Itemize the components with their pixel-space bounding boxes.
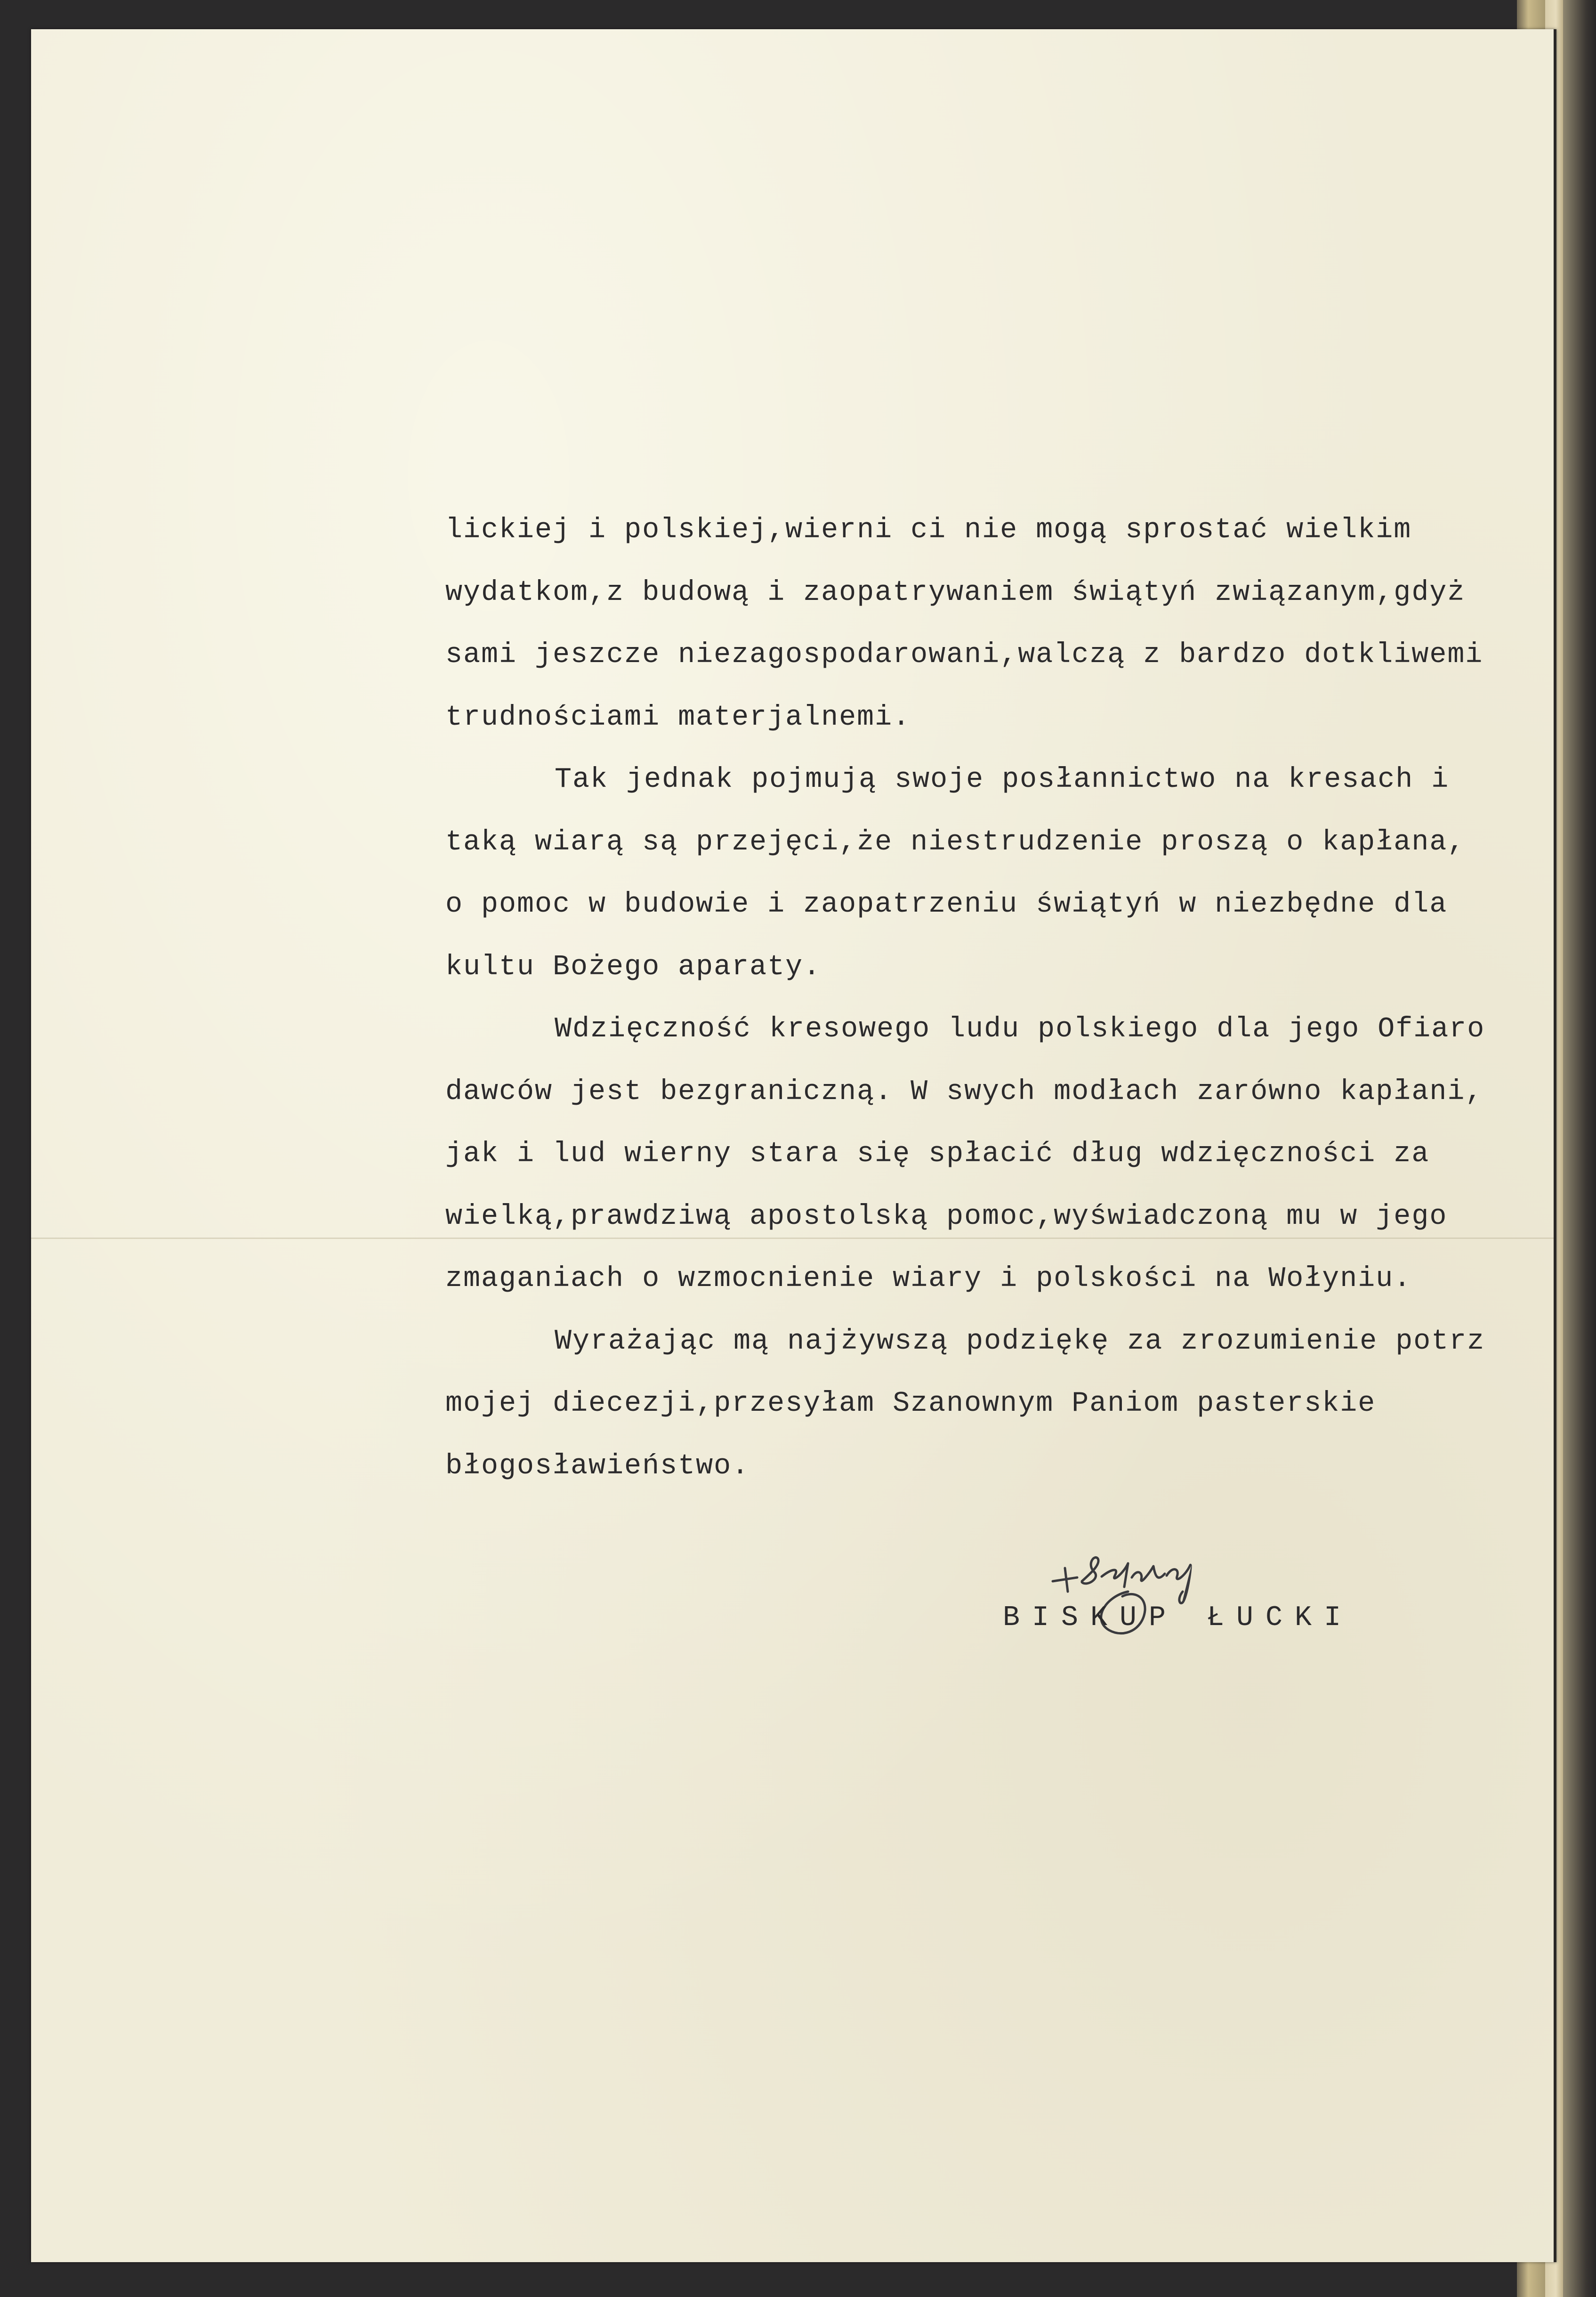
handwritten-signature bbox=[1049, 1521, 1294, 1662]
text-line: taką wiarą są przejęci,że niestrudzenie proszą o kapłana, bbox=[445, 826, 1466, 858]
paragraph-2 bbox=[445, 749, 1561, 998]
paragraph-4 bbox=[445, 1310, 1561, 1498]
folder-edge-shadow bbox=[1563, 0, 1596, 2297]
text-line: mojej diecezji,przesyłam Szanownym Paniom pasterskie bbox=[445, 1388, 1376, 1420]
text-line: wydatkom,z budową i zaopatrywaniem świątyń związanym,gdyż bbox=[445, 576, 1466, 609]
signer-title: BISKUP ŁUCKI bbox=[1003, 1602, 1354, 1634]
text-line: lickiej i polskiej,wierni ci nie mogą sprostać wielkim bbox=[445, 514, 1412, 546]
letter-body bbox=[445, 499, 1561, 1497]
text-line: Wdzięczność kresowego ludu polskiego dla jego Ofiaro bbox=[555, 1013, 1485, 1045]
text-line: Wyrażając mą najżywszą podziękę za zrozumienie potrz bbox=[555, 1325, 1485, 1358]
text-line: dawców jest bezgraniczną. W swych modłach zarówno kapłani, bbox=[445, 1076, 1483, 1108]
paragraph-1 bbox=[445, 499, 1561, 749]
text-line: zmaganiach o wzmocnienie wiary i polskości na Wołyniu. bbox=[445, 1263, 1412, 1295]
text-line: kultu Bożego aparaty. bbox=[445, 951, 822, 983]
text-line: o pomoc w budowie i zaopatrzeniu świątyń w niezbędne dla bbox=[445, 889, 1448, 921]
text-line: Tak jednak pojmują swoje posłannictwo na kresach i bbox=[555, 764, 1450, 796]
text-line: trudnościami materjalnemi. bbox=[445, 701, 911, 734]
text-line: sami jeszcze niezagospodarowani,walczą z bardzo dotkliwemi bbox=[445, 639, 1483, 671]
text-line: błogosławieństwo. bbox=[445, 1450, 750, 1482]
paragraph-3 bbox=[445, 998, 1561, 1310]
text-line: jak i lud wierny stara się spłacić dług wdzięczności za bbox=[445, 1138, 1430, 1170]
text-line: wielką,prawdziwą apostolską pomoc,wyświadczoną mu w jego bbox=[445, 1200, 1448, 1233]
